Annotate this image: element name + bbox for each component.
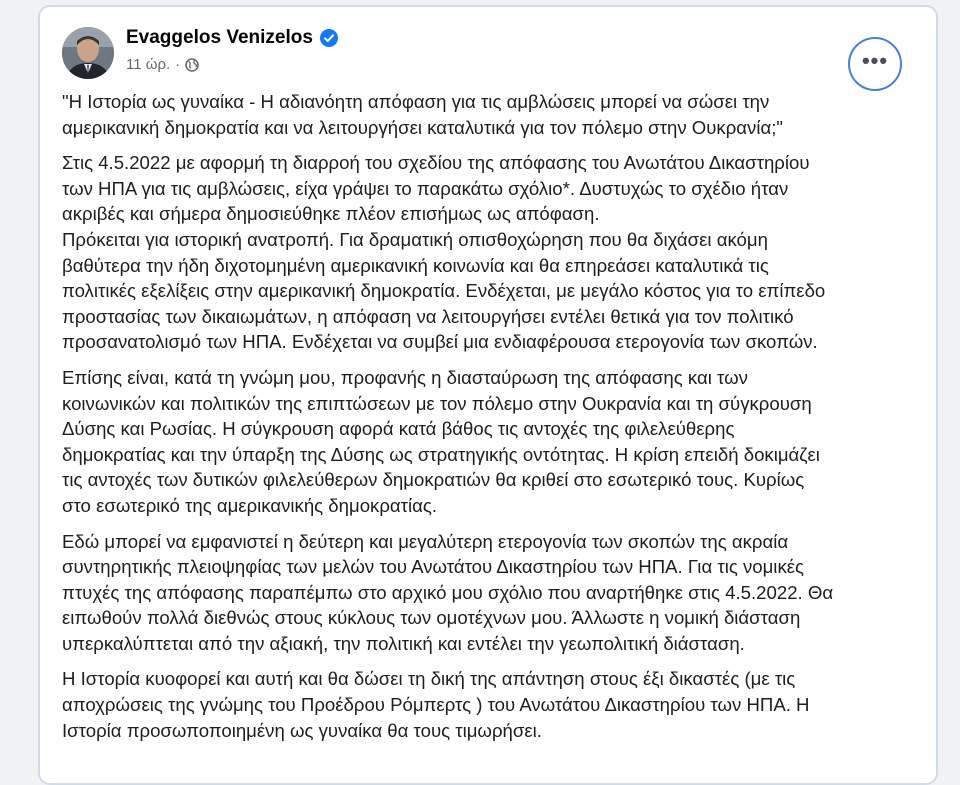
globe-icon[interactable] xyxy=(185,58,199,72)
author-name-row xyxy=(126,27,338,49)
post-card xyxy=(38,5,938,785)
post-paragraph: Η Ιστορία κυοφορεί και αυτή και θα δώσει τη δική της απάντηση στους έξι δικαστές (με τις αποχρώσεις της γνώμης του Προέδρου Ρόμπερτς ) του Ανωτάτου Δικαστηρίου των ΗΠΑ. Η Ιστορία προσωποποιημένη ως γυναίκα θα τους τιμωρήσει. xyxy=(62,668,810,741)
post-meta xyxy=(126,56,199,73)
avatar[interactable] xyxy=(62,27,114,79)
more-options-button[interactable] xyxy=(848,37,902,91)
post-paragraph-title: "Η Ιστορία ως γυναίκα - Η αδιανόητη απόφαση για τις αμβλώσεις μπορεί να σώσει την αμερικανική δημοκρατία και να λειτουργήσει καταλυτικά για τον πόλεμο στην Ουκρανία;" xyxy=(62,91,783,138)
post-header xyxy=(60,21,916,81)
post-paragraph: Εδώ μπορεί να εμφανιστεί η δεύτερη και μεγαλύτερη ετερογονία των σκοπών της ακραία συντηρητικής πλειοψηφίας των μελών του Ανωτάτου Δικαστηρίου των ΗΠΑ. Για τις νομικές πτυχές της απόφασης παραπέμπω στο αρχικό μου σχόλιο που αναρτήθηκε στις 4.5.2022. Θα ειπωθούν πολλά διεθνώς στους κύκλους των ομοτέχνων μου. Άλλωστε η νομική διάσταση υπερκαλύπτεται από την αξιακή, την πολιτική και εντέλει την γεωπολιτική διάσταση. xyxy=(62,530,834,654)
post-body xyxy=(62,89,916,753)
profile-photo xyxy=(62,27,114,79)
post-time[interactable]: 11 ώρ. xyxy=(126,56,171,73)
meta-separator: · xyxy=(175,56,181,73)
post-paragraph: Στις 4.5.2022 με αφορμή τη διαρροή του σχεδίου της απόφασης του Ανωτάτου Δικαστηρίου των ΗΠΑ για τις αμβλώσεις, είχα γράψει το παρακάτω σχόλιο*. Δυστυχώς το σχέδιο ήταν ακριβές και σήμερα δημοσιεύθηκε πλέον επισήμως ως απόφαση. Πρόκειται για ιστορική ανατροπή. Για δραματική οπισθοχώρηση που θα διχάσει ακόμη βαθύτερα την ήδη διχοτομημένη αμερικανική κοινωνία και θα επηρεάσει καταλυτικά τις πολιτικές εξελίξεις στην αμερικανική δημοκρατία. Ενδέχεται, με μεγάλο κόστος για το επίπεδο προστασίας των δικαιωμάτων, η απόφαση να λειτουργήσει εντέλει θετικά για τον πολιτικό προσανατολισμό των ΗΠΑ. Ενδέχεται να συμβεί μια ενδιαφέρουσα ετερογονία των σκοπών. xyxy=(62,152,826,353)
verified-badge-icon xyxy=(320,29,338,47)
author-name[interactable]: Evaggelos Venizelos xyxy=(126,27,313,48)
more-options-icon: ••• xyxy=(861,48,889,73)
post-paragraph: Επίσης είναι, κατά τη γνώμη μου, προφανής η διασταύρωση της απόφασης και των κοινωνικών και πολιτικών της επιπτώσεων με τον πόλεμο στην Ουκρανία και τη σύγκρουση Δύσης και Ρωσίας. Η σύγκρουση αφορά κατά βάθος τις αντοχές της φιλελεύθερης δημοκρατίας και την ύπαρξη της Δύσης ως στρατηγικής οντότητας. Η κρίση επειδή δοκιμάζει τις αντοχές των δυτικών φιλελεύθερων δημοκρατιών θα κριθεί στο εσωτερικό τους. Κυρίως στο εσωτερικό της αμερικανικής δημοκρατίας. xyxy=(62,366,820,516)
